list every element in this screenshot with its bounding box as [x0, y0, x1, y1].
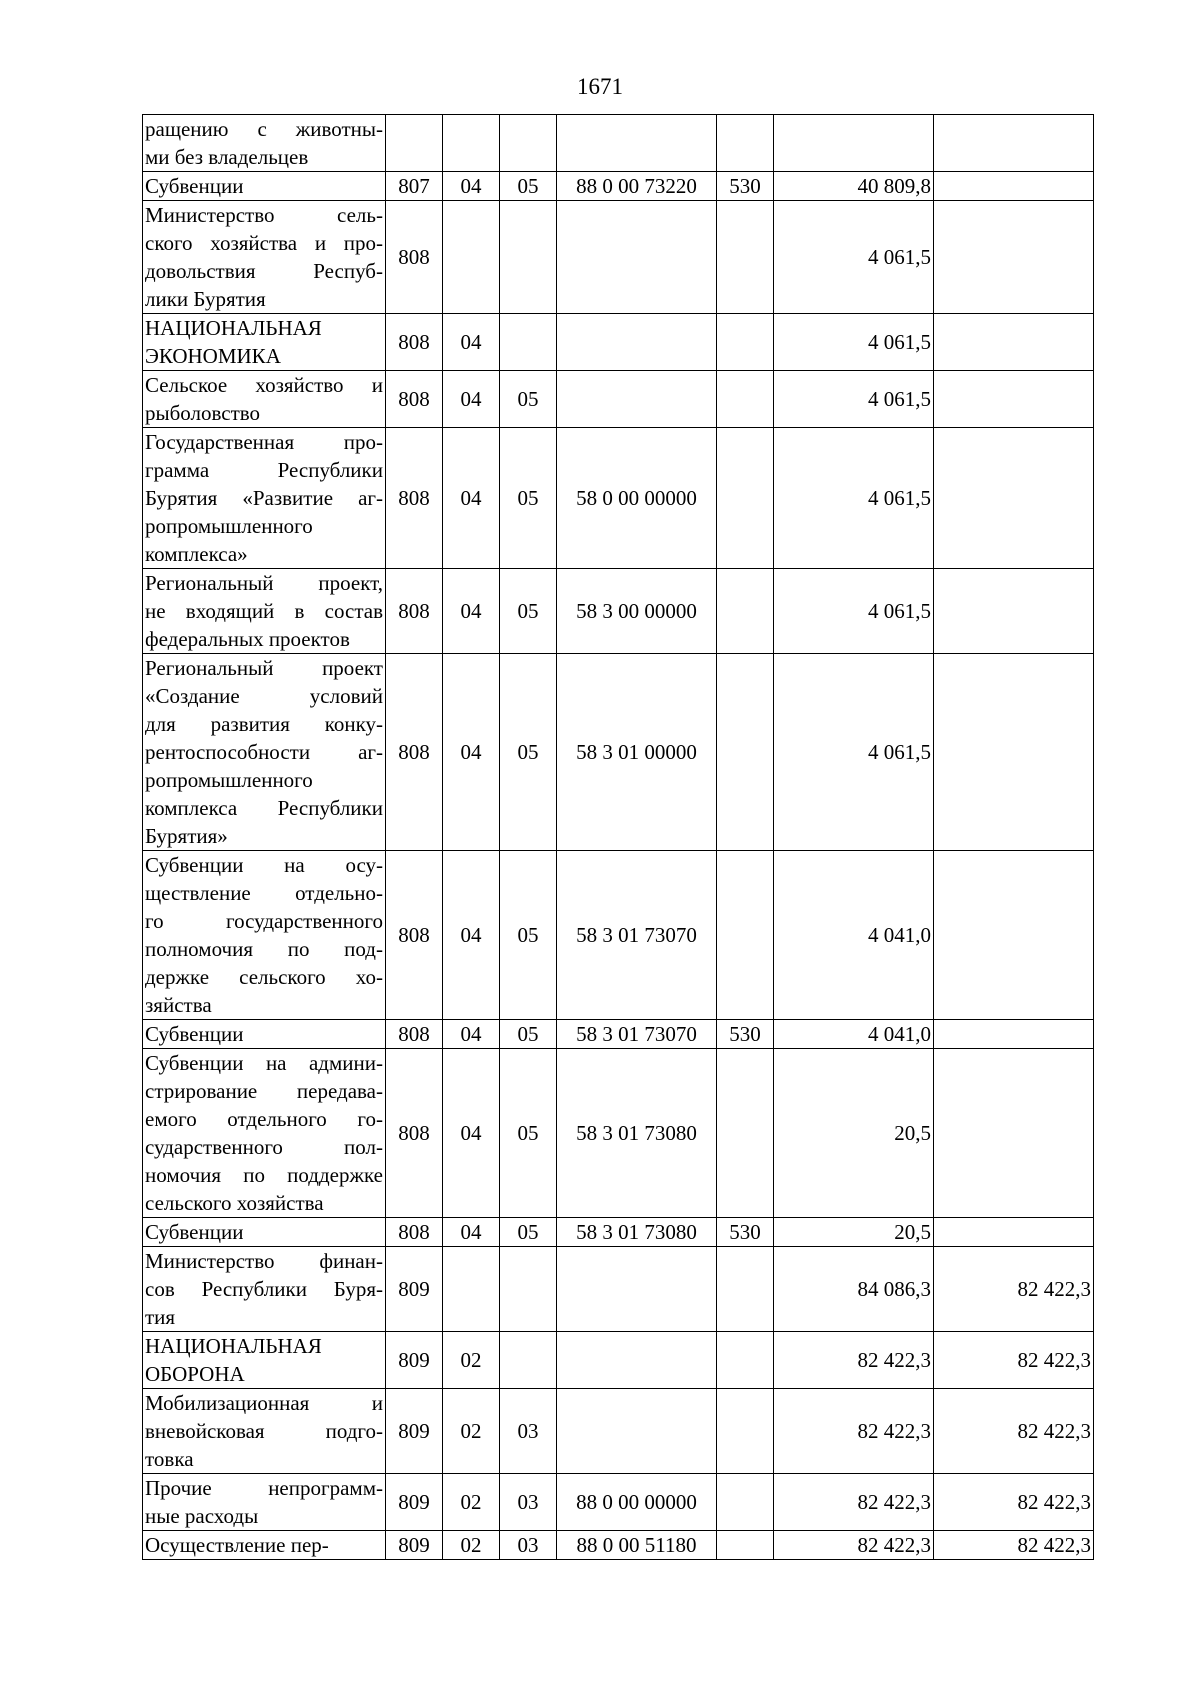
cell-grbs: 809	[386, 1474, 443, 1531]
cell-csr: 58 3 01 73070	[557, 851, 717, 1020]
cell-amount-1: 4 061,5	[774, 569, 934, 654]
cell-amount-1: 82 422,3	[774, 1474, 934, 1531]
name-line: го государственного	[145, 909, 383, 933]
cell-csr: 88 0 00 51180	[557, 1531, 717, 1560]
cell-vr	[717, 201, 774, 314]
table-row	[143, 569, 1094, 654]
name-line: полномочия по под-	[145, 937, 383, 961]
cell-vr: 530	[717, 1020, 774, 1049]
table-row	[143, 1218, 1094, 1247]
cell-rz: 04	[443, 569, 500, 654]
cell-rz: 04	[443, 1049, 500, 1218]
cell-name	[143, 1020, 386, 1049]
cell-name	[143, 371, 386, 428]
cell-rz: 02	[443, 1332, 500, 1389]
cell-amount-2	[934, 654, 1094, 851]
cell-name	[143, 1247, 386, 1332]
cell-amount-2: 82 422,3	[934, 1389, 1094, 1474]
name-line: не входящий в состав	[145, 599, 383, 623]
cell-vr	[717, 314, 774, 371]
cell-amount-1: 4 041,0	[774, 1020, 934, 1049]
cell-amount-2: 82 422,3	[934, 1332, 1094, 1389]
name-line: тия	[145, 1305, 176, 1329]
name-line: Региональный проект,	[145, 571, 383, 595]
cell-amount-2	[934, 201, 1094, 314]
cell-name	[143, 654, 386, 851]
cell-csr: 58 3 00 00000	[557, 569, 717, 654]
cell-rz: 04	[443, 654, 500, 851]
cell-amount-1: 4 061,5	[774, 654, 934, 851]
cell-amount-1	[774, 115, 934, 172]
cell-amount-1: 4 041,0	[774, 851, 934, 1020]
cell-pr	[500, 115, 557, 172]
name-line: для развития конку-	[145, 712, 383, 736]
cell-rz: 04	[443, 428, 500, 569]
cell-name	[143, 172, 386, 201]
cell-csr: 58 3 01 73080	[557, 1218, 717, 1247]
name-line: ропромышленного	[145, 514, 313, 538]
cell-grbs: 809	[386, 1389, 443, 1474]
name-line: Сельское хозяйство и	[145, 373, 383, 397]
name-line: ные расходы	[145, 1504, 259, 1528]
cell-amount-1: 4 061,5	[774, 201, 934, 314]
cell-amount-1: 4 061,5	[774, 314, 934, 371]
name-line: Мобилизационная и	[145, 1391, 383, 1415]
cell-pr: 05	[500, 371, 557, 428]
cell-amount-1: 40 809,8	[774, 172, 934, 201]
cell-amount-2	[934, 314, 1094, 371]
table-row	[143, 115, 1094, 172]
name-line: грамма Республики	[145, 458, 383, 482]
cell-csr: 58 3 01 73070	[557, 1020, 717, 1049]
cell-amount-2: 82 422,3	[934, 1531, 1094, 1560]
cell-pr: 05	[500, 1218, 557, 1247]
name-line: Государственная про-	[145, 430, 383, 454]
table-row	[143, 1020, 1094, 1049]
cell-grbs: 807	[386, 172, 443, 201]
cell-grbs: 809	[386, 1247, 443, 1332]
cell-grbs: 808	[386, 1218, 443, 1247]
cell-pr: 05	[500, 428, 557, 569]
name-line: Региональный проект	[145, 656, 383, 680]
cell-pr	[500, 201, 557, 314]
cell-name	[143, 428, 386, 569]
cell-rz: 04	[443, 314, 500, 371]
cell-name	[143, 201, 386, 314]
table-row	[143, 371, 1094, 428]
name-line: Осуществление пер-	[145, 1533, 329, 1557]
name-line: Бурятия»	[145, 824, 228, 848]
cell-name	[143, 1531, 386, 1560]
cell-vr	[717, 1531, 774, 1560]
cell-grbs: 809	[386, 1332, 443, 1389]
name-line: комплекса»	[145, 542, 248, 566]
name-line: комплекса Республики	[145, 796, 383, 820]
cell-vr	[717, 851, 774, 1020]
cell-vr	[717, 569, 774, 654]
cell-amount-2	[934, 172, 1094, 201]
name-line: стрирование передава-	[145, 1079, 383, 1103]
name-line: ОБОРОНА	[145, 1362, 245, 1386]
name-line: Министерство сель-	[145, 203, 383, 227]
cell-name	[143, 1332, 386, 1389]
table-row	[143, 1531, 1094, 1560]
cell-name	[143, 1474, 386, 1531]
name-line: ЭКОНОМИКА	[145, 344, 281, 368]
cell-pr: 03	[500, 1474, 557, 1531]
cell-grbs: 808	[386, 428, 443, 569]
name-line: Субвенции на осу-	[145, 853, 383, 877]
name-line: сударственного пол-	[145, 1135, 383, 1159]
cell-vr: 530	[717, 1218, 774, 1247]
cell-rz	[443, 1247, 500, 1332]
name-line: Субвенции	[145, 1220, 244, 1244]
cell-grbs: 808	[386, 371, 443, 428]
cell-grbs: 808	[386, 851, 443, 1020]
cell-amount-2	[934, 371, 1094, 428]
cell-rz: 04	[443, 1020, 500, 1049]
cell-pr	[500, 314, 557, 371]
cell-name	[143, 851, 386, 1020]
cell-amount-2	[934, 1049, 1094, 1218]
cell-vr	[717, 1332, 774, 1389]
cell-vr	[717, 1474, 774, 1531]
name-line: федеральных проектов	[145, 627, 350, 651]
cell-rz: 04	[443, 851, 500, 1020]
cell-vr	[717, 428, 774, 569]
table-row	[143, 1049, 1094, 1218]
name-line: товка	[145, 1447, 194, 1471]
cell-amount-1: 20,5	[774, 1049, 934, 1218]
cell-rz: 04	[443, 1218, 500, 1247]
cell-grbs: 809	[386, 1531, 443, 1560]
cell-vr	[717, 1247, 774, 1332]
cell-rz: 04	[443, 172, 500, 201]
table-body	[143, 115, 1094, 1560]
name-line: Субвенции	[145, 1022, 244, 1046]
name-line: «Создание условий	[145, 684, 383, 708]
cell-csr	[557, 314, 717, 371]
cell-csr: 58 3 01 73080	[557, 1049, 717, 1218]
cell-grbs	[386, 115, 443, 172]
cell-amount-2	[934, 851, 1094, 1020]
name-line: держке сельского хо-	[145, 965, 383, 989]
cell-csr: 58 0 00 00000	[557, 428, 717, 569]
cell-amount-2	[934, 115, 1094, 172]
cell-grbs: 808	[386, 314, 443, 371]
cell-grbs: 808	[386, 201, 443, 314]
cell-amount-1: 4 061,5	[774, 371, 934, 428]
cell-grbs: 808	[386, 569, 443, 654]
cell-pr: 05	[500, 851, 557, 1020]
cell-rz: 02	[443, 1474, 500, 1531]
cell-csr	[557, 1332, 717, 1389]
cell-name	[143, 569, 386, 654]
cell-vr	[717, 654, 774, 851]
cell-amount-2	[934, 1218, 1094, 1247]
cell-amount-2	[934, 1020, 1094, 1049]
cell-amount-1: 4 061,5	[774, 428, 934, 569]
cell-pr	[500, 1332, 557, 1389]
cell-pr: 03	[500, 1531, 557, 1560]
cell-pr: 05	[500, 654, 557, 851]
name-line: Бурятия «Развитие аг-	[145, 486, 383, 510]
cell-rz	[443, 115, 500, 172]
cell-csr: 58 3 01 00000	[557, 654, 717, 851]
cell-csr: 88 0 00 73220	[557, 172, 717, 201]
name-line: емого отдельного го-	[145, 1107, 383, 1131]
cell-csr	[557, 201, 717, 314]
name-line: номочия по поддержке	[145, 1163, 383, 1187]
cell-amount-1: 84 086,3	[774, 1247, 934, 1332]
cell-vr	[717, 115, 774, 172]
name-line: Субвенции	[145, 174, 244, 198]
table-row	[143, 1332, 1094, 1389]
cell-csr	[557, 1247, 717, 1332]
table-row	[143, 1247, 1094, 1332]
table-row	[143, 654, 1094, 851]
cell-csr: 88 0 00 00000	[557, 1474, 717, 1531]
name-line: рентоспособности аг-	[145, 740, 383, 764]
name-line: сов Республики Буря-	[145, 1277, 383, 1301]
name-line: ропромышленного	[145, 768, 313, 792]
cell-csr	[557, 371, 717, 428]
cell-vr	[717, 1049, 774, 1218]
name-line: Субвенции на админи-	[145, 1051, 383, 1075]
name-line: вневойсковая подго-	[145, 1419, 383, 1443]
name-line: зяйства	[145, 993, 212, 1017]
cell-vr	[717, 1389, 774, 1474]
cell-csr	[557, 1389, 717, 1474]
cell-name	[143, 314, 386, 371]
cell-name	[143, 1389, 386, 1474]
cell-rz	[443, 201, 500, 314]
table-row	[143, 201, 1094, 314]
cell-amount-1: 82 422,3	[774, 1531, 934, 1560]
name-line: НАЦИОНАЛЬНАЯ	[145, 1334, 322, 1358]
cell-rz: 02	[443, 1531, 500, 1560]
cell-grbs: 808	[386, 654, 443, 851]
name-line: ми без владельцев	[145, 145, 309, 169]
cell-rz: 02	[443, 1389, 500, 1474]
cell-grbs: 808	[386, 1020, 443, 1049]
table-row	[143, 172, 1094, 201]
cell-amount-2	[934, 428, 1094, 569]
name-line: ского хозяйства и про-	[145, 231, 383, 255]
table-row	[143, 851, 1094, 1020]
name-line: НАЦИОНАЛЬНАЯ	[145, 316, 322, 340]
cell-pr: 03	[500, 1389, 557, 1474]
cell-amount-2	[934, 569, 1094, 654]
budget-table	[142, 114, 1094, 1560]
cell-amount-2: 82 422,3	[934, 1247, 1094, 1332]
cell-vr: 530	[717, 172, 774, 201]
cell-amount-1: 82 422,3	[774, 1332, 934, 1389]
cell-pr	[500, 1247, 557, 1332]
cell-csr	[557, 115, 717, 172]
cell-pr: 05	[500, 1020, 557, 1049]
name-line: Министерство финан-	[145, 1249, 383, 1273]
table-row	[143, 314, 1094, 371]
cell-vr	[717, 371, 774, 428]
cell-name	[143, 1049, 386, 1218]
cell-pr: 05	[500, 1049, 557, 1218]
name-line: лики Бурятия	[145, 287, 266, 311]
table-row	[143, 1389, 1094, 1474]
table-row	[143, 428, 1094, 569]
cell-pr: 05	[500, 569, 557, 654]
table-row	[143, 1474, 1094, 1531]
cell-amount-1: 20,5	[774, 1218, 934, 1247]
name-line: ществление отдельно-	[145, 881, 383, 905]
name-line: сельского хозяйства	[145, 1191, 324, 1215]
name-line: ращению с животны-	[145, 117, 383, 141]
page-number: 1671	[577, 74, 623, 99]
name-line: Прочие непрограмм-	[145, 1476, 383, 1500]
cell-grbs: 808	[386, 1049, 443, 1218]
cell-name	[143, 115, 386, 172]
cell-amount-2: 82 422,3	[934, 1474, 1094, 1531]
cell-pr: 05	[500, 172, 557, 201]
name-line: рыболовство	[145, 401, 261, 425]
cell-name	[143, 1218, 386, 1247]
name-line: довольствия Респуб-	[145, 259, 383, 283]
cell-amount-1: 82 422,3	[774, 1389, 934, 1474]
cell-rz: 04	[443, 371, 500, 428]
